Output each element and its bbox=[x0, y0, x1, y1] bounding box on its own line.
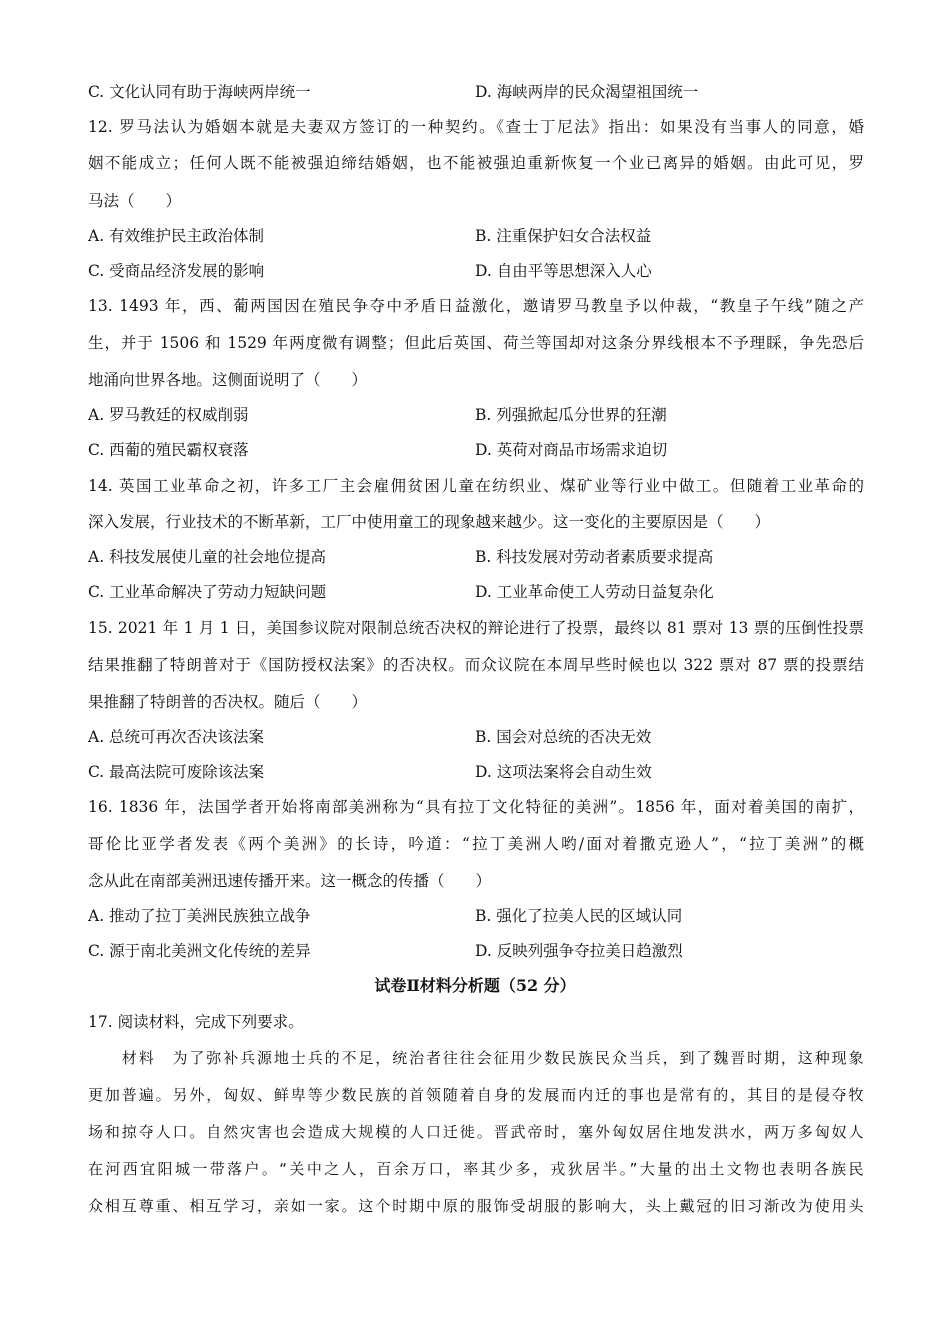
q16-option-c: C. 源于南北美洲文化传统的差异 bbox=[88, 942, 311, 960]
q17-material-line1: 材料 为了弥补兵源地士兵的不足，统治者往往会征用少数民族民众当兵，到了魏晋时期，这种现象 bbox=[88, 1049, 864, 1067]
q16-option-a: A. 推动了拉丁美洲民族独立战争 bbox=[88, 907, 311, 925]
q13-option-b: B. 列强掀起瓜分世界的狂潮 bbox=[475, 406, 667, 424]
q16-option-b: B. 强化了拉美人民的区域认同 bbox=[475, 907, 683, 925]
q15-option-b: B. 国会对总统的否决无效 bbox=[475, 728, 652, 746]
q13-option-a: A. 罗马教廷的权威削弱 bbox=[88, 406, 249, 424]
q14-stem-line2: 深入发展，行业技术的不断革新，工厂中使用童工的现象越来越少。这一变化的主要原因是（ ） bbox=[88, 513, 771, 531]
q16-stem-line3: 念从此在南部美洲迅速传播开来。这一概念的传播（ ） bbox=[88, 872, 492, 890]
q12-stem-line3: 马法（ ） bbox=[88, 192, 182, 210]
q15-option-a: A. 总统可再次否决该法案 bbox=[88, 728, 265, 746]
q16-stem-line2: 哥伦比亚学者发表《两个美洲》的长诗，吟道：“拉丁美洲人哟/面对着撒克逊人”，“拉丁美洲”的概 bbox=[88, 835, 864, 853]
q13-stem-line2: 生，并于 1506 和 1529 年两度微有调整；但此后英国、荷兰等国却对这条分界线根本不予理睬，争先恐后 bbox=[88, 334, 864, 352]
q14-option-a: A. 科技发展使儿童的社会地位提高 bbox=[88, 548, 327, 566]
q12-option-b: B. 注重保护妇女合法权益 bbox=[475, 227, 652, 245]
q13-stem-line1: 13. 1493 年，西、葡两国因在殖民争夺中矛盾日益激化，邀请罗马教皇予以仲裁，“教皇子午线”随之产 bbox=[88, 297, 864, 315]
q17-material-line4: 在河西宜阳城一带落户。“关中之人，百余万口，率其少多，戎狄居半。”大量的出土文物也表明各族民 bbox=[88, 1160, 864, 1178]
q13-stem-line3: 地涌向世界各地。这侧面说明了（ ） bbox=[88, 371, 368, 389]
section-title: 试卷Ⅱ材料分析题（52 分） bbox=[374, 976, 576, 995]
q15-stem-line3: 果推翻了特朗普的否决权。随后（ ） bbox=[88, 693, 368, 711]
q11-option-d: D. 海峡两岸的民众渴望祖国统一 bbox=[475, 83, 699, 101]
q17-prompt: 17. 阅读材料，完成下列要求。 bbox=[88, 1013, 304, 1031]
q14-option-c: C. 工业革命解决了劳动力短缺问题 bbox=[88, 583, 327, 601]
q12-stem-line1: 12. 罗马法认为婚姻本就是夫妻双方签订的一种契约。《查士丁尼法》指出：如果没有当事人的同意，婚 bbox=[88, 118, 864, 136]
q16-stem-line1: 16. 1836 年，法国学者开始将南部美洲称为“具有拉丁文化特征的美洲”。1856 年，面对着美国的南扩， bbox=[88, 798, 864, 816]
q14-option-d: D. 工业革命使工人劳动日益复杂化 bbox=[475, 583, 714, 601]
q11-option-c: C. 文化认同有助于海峡两岸统一 bbox=[88, 83, 311, 101]
q12-option-c: C. 受商品经济发展的影响 bbox=[88, 262, 265, 280]
q15-option-c: C. 最高法院可废除该法案 bbox=[88, 763, 265, 781]
q17-material-line3: 场和掠夺人口。自然灾害也会造成大规模的人口迁徙。晋武帝时，塞外匈奴居住地发洪水，两万多匈奴人 bbox=[88, 1123, 864, 1141]
q17-material-line5: 众相互尊重、相互学习，亲如一家。这个时期中原的服饰受胡服的影响大，头上戴冠的旧习渐改为使用头 bbox=[88, 1197, 864, 1215]
q13-option-d: D. 英荷对商品市场需求迫切 bbox=[475, 441, 668, 459]
q15-stem-line1: 15. 2021 年 1 月 1 日，美国参议院对限制总统否决权的辩论进行了投票，最终以 81 票对 13 票的压倒性投票 bbox=[88, 619, 864, 637]
q16-option-d: D. 反映列强争夺拉美日趋激烈 bbox=[475, 942, 683, 960]
q12-option-d: D. 自由平等思想深入人心 bbox=[475, 262, 652, 280]
q14-option-b: B. 科技发展对劳动者素质要求提高 bbox=[475, 548, 714, 566]
q14-stem-line1: 14. 英国工业革命之初，许多工厂主会雇佣贫困儿童在纺织业、煤矿业等行业中做工。但随着工业革命的 bbox=[88, 477, 864, 495]
q17-material-line2: 更加普遍。另外，匈奴、鲜卑等少数民族的首领随着自身的发展而内迁的事也是常有的，其目的是侵夺牧 bbox=[88, 1086, 864, 1104]
q15-stem-line2: 结果推翻了特朗普对于《国防授权法案》的否决权。而众议院在本周早些时候也以 322 票对 87 票的投票结 bbox=[88, 656, 864, 674]
q12-option-a: A. 有效维护民主政治体制 bbox=[88, 227, 265, 245]
q12-stem-line2: 姻不能成立；任何人既不能被强迫缔结婚姻，也不能被强迫重新恢复一个业已离异的婚姻。由此可见，罗 bbox=[88, 154, 864, 172]
q15-option-d: D. 这项法案将会自动生效 bbox=[475, 763, 652, 781]
q13-option-c: C. 西葡的殖民霸权衰落 bbox=[88, 441, 249, 459]
